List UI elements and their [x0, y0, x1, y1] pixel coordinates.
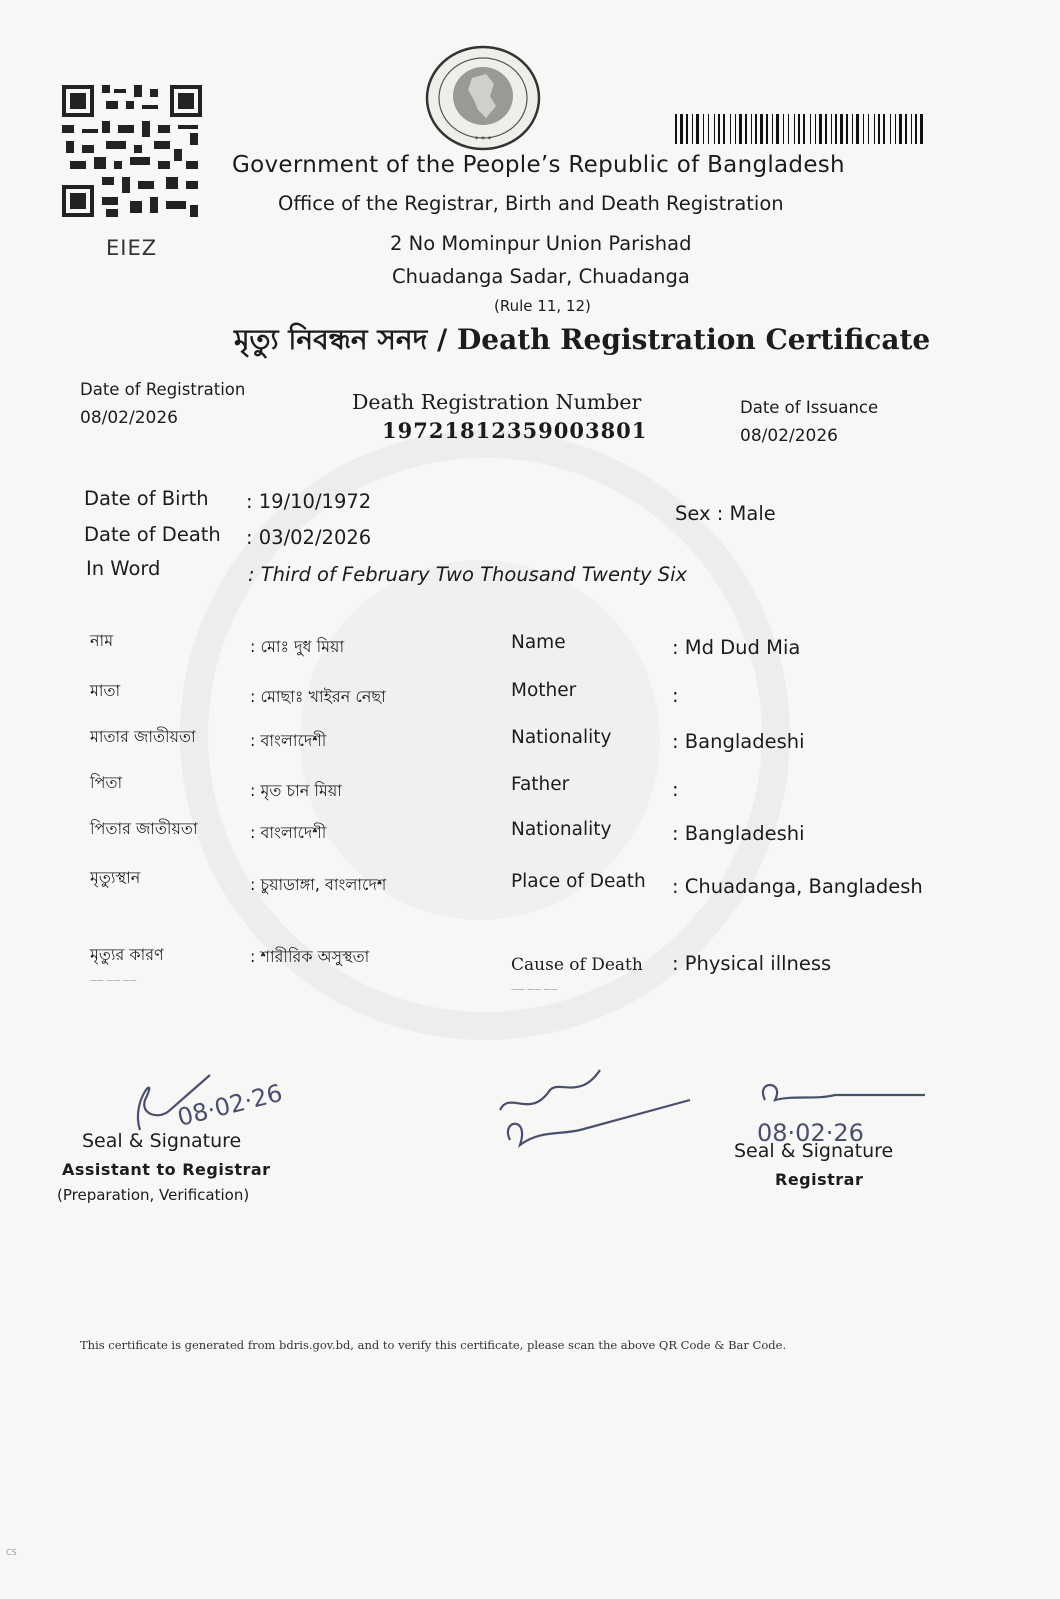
barcode-bar [686, 114, 688, 144]
registrar-role: Registrar [775, 1170, 864, 1189]
father-value: : [672, 778, 679, 801]
registrar-handwritten-date: 08·02·26 [757, 1119, 864, 1147]
registration-date-value: 08/02/2026 [80, 408, 178, 428]
barcode [675, 114, 925, 144]
in-word-value: : Third of February Two Thousand Twenty Six [248, 563, 688, 586]
bn-name-value: : মোঃ দুধ মিয়া [250, 637, 345, 656]
barcode-bar [696, 114, 699, 144]
barcode-bar [723, 114, 725, 144]
barcode-bar [883, 114, 885, 144]
father-nationality-label: Nationality [511, 819, 612, 840]
barcode-bar [835, 114, 837, 144]
barcode-bar [751, 114, 752, 144]
barcode-bar [825, 114, 827, 144]
bn-mother-value: : মোছাঃ খাইরন নেছা [250, 687, 386, 706]
barcode-bar [760, 114, 763, 144]
svg-text:* * *: * * * [474, 135, 492, 144]
barcode-bar [735, 114, 736, 144]
barcode-bar [788, 114, 789, 144]
barcode-bar [692, 114, 693, 144]
death-date-value: : 03/02/2026 [246, 526, 372, 549]
bn-name-label: নাম [90, 631, 114, 650]
barcode-bar [911, 114, 912, 144]
barcode-bar [815, 114, 816, 144]
barcode-bar [798, 114, 800, 144]
cause-of-death-value: : Physical illness [672, 952, 832, 975]
cause-of-death-label: Cause of Death [511, 955, 643, 975]
father-label: Father [511, 774, 570, 795]
barcode-bar [831, 114, 832, 144]
place-of-death-value: : Chuadanga, Bangladesh [672, 875, 923, 898]
bn-mother-nationality-value: : বাংলাদেশী [250, 731, 327, 750]
barcode-bar [675, 114, 677, 144]
name-value: : Md Dud Mia [672, 636, 801, 659]
middle-signature [490, 1050, 700, 1160]
sex-value: Sex : Male [675, 502, 776, 525]
mother-nationality-value: : Bangladeshi [672, 730, 805, 753]
barcode-bar [708, 114, 709, 144]
name-label: Name [511, 632, 566, 653]
registrar-seal-label: Seal & Signature [734, 1140, 894, 1162]
bn-cause-note: —— —— —— [90, 976, 137, 984]
bn-father-nationality-label: পিতার জাতীয়তা [90, 819, 198, 838]
government-emblem-icon [424, 44, 542, 152]
in-word-label: In Word [86, 557, 161, 580]
barcode-bar [772, 114, 773, 144]
footer-note: This certificate is generated from bdris.gov.bd, and to verify this certificate, please scan the above QR Code & Bar Code. [80, 1338, 787, 1352]
barcode-bar [915, 114, 917, 144]
bn-cause-label: মৃত্যুর কারণ [90, 945, 164, 964]
barcode-bar [899, 114, 902, 144]
barcode-bar [783, 114, 784, 144]
barcode-bar [840, 114, 843, 144]
barcode-bar [730, 114, 731, 144]
scanner-mark: CS [6, 1548, 17, 1557]
barcode-bar [680, 114, 683, 144]
registration-number-value: 19721812359003801 [382, 418, 648, 443]
bn-place-label: মৃত্যুস্থান [90, 868, 141, 887]
barcode-bar [718, 114, 720, 144]
office-heading: Office of the Registrar, Birth and Death Registration [278, 192, 784, 215]
barcode-bar [714, 114, 715, 144]
mother-value: : [672, 684, 679, 707]
barcode-bar [856, 114, 859, 144]
place-of-death-label: Place of Death [511, 871, 646, 892]
issuance-date-label: Date of Issuance [740, 398, 879, 417]
barcode-bar [863, 114, 864, 144]
certificate-title: মৃত্যু নিবন্ধন সনদ / Death Registration Certificate [234, 323, 931, 356]
barcode-bar [905, 114, 907, 144]
barcode-bar [890, 114, 891, 144]
barcode-bar [874, 114, 875, 144]
barcode-bar [810, 114, 811, 144]
barcode-bar [846, 114, 848, 144]
bn-cause-value: : শারীরিক অসুস্থতা [250, 947, 370, 966]
registration-number-label: Death Registration Number [352, 390, 642, 414]
qr-code-label: EIEZ [106, 236, 158, 260]
rule-text: (Rule 11, 12) [494, 297, 591, 315]
barcode-bar [745, 114, 747, 144]
birth-date-label: Date of Birth [84, 487, 209, 510]
registrar-signature [745, 1075, 935, 1150]
assistant-note: (Preparation, Verification) [57, 1186, 250, 1204]
assistant-signature [100, 1060, 300, 1140]
registration-date-label: Date of Registration [80, 380, 246, 399]
district-heading: Chuadanga Sadar, Chuadanga [392, 265, 690, 288]
barcode-bar [878, 114, 880, 144]
assistant-handwritten-date: 08·02·26 [174, 1078, 286, 1132]
government-heading: Government of the People’s Republic of Bangladesh [232, 152, 845, 178]
barcode-bar [803, 114, 805, 144]
bn-mother-label: মাতা [90, 681, 121, 700]
barcode-bar [868, 114, 869, 144]
barcode-bar [895, 114, 896, 144]
bn-father-nationality-value: : বাংলাদেশী [250, 823, 327, 842]
birth-date-value: : 19/10/1972 [246, 490, 372, 513]
barcode-bar [703, 114, 704, 144]
bn-father-label: পিতা [90, 773, 123, 792]
qr-code [58, 80, 206, 222]
barcode-bar [766, 114, 768, 144]
cause-of-death-note: —— —— —— [511, 985, 558, 993]
barcode-bar [920, 114, 923, 144]
barcode-bar [852, 114, 853, 144]
barcode-bar [776, 114, 779, 144]
barcode-bar [739, 114, 742, 144]
barcode-bar [794, 114, 795, 144]
union-heading: 2 No Mominpur Union Parishad [390, 232, 692, 255]
bn-place-value: : চুয়াডাঙ্গা, বাংলাদেশ [250, 875, 387, 894]
father-nationality-value: : Bangladeshi [672, 822, 805, 845]
issuance-date-value: 08/02/2026 [740, 426, 838, 446]
mother-nationality-label: Nationality [511, 727, 612, 748]
barcode-bar [819, 114, 822, 144]
mother-label: Mother [511, 680, 577, 701]
bn-father-value: : মৃত চান মিয়া [250, 781, 342, 800]
bn-mother-nationality-label: মাতার জাতীয়তা [90, 727, 196, 746]
death-date-label: Date of Death [84, 523, 221, 546]
assistant-role: Assistant to Registrar [62, 1160, 271, 1179]
assistant-seal-label: Seal & Signature [82, 1130, 242, 1152]
barcode-bar [755, 114, 757, 144]
